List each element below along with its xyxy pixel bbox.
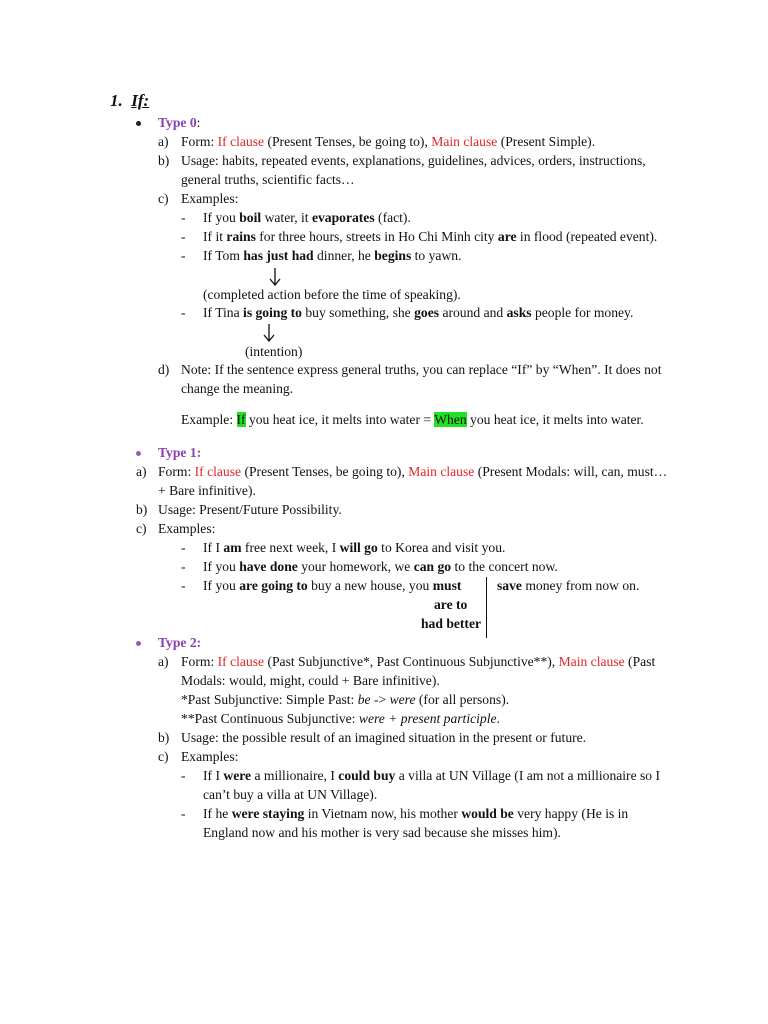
dash: - [181,768,186,783]
highlight-if: If [236,412,246,427]
type0-usage-letter: b) [158,153,170,168]
type2-usage-letter: b) [158,730,170,745]
dash: - [181,305,186,320]
dash: - [181,540,186,555]
type0-example-3-note: (completed action before the time of speaking). [203,287,461,302]
type0-examples-label: Examples: [181,191,239,206]
type2-examples-label: Examples: [181,749,239,764]
type0-usage-line1: Usage: habits, repeated events, explanations, guidelines, advices, orders, instructions, [181,153,646,168]
type2-example-1-line2: can’t buy a villa at UN Village). [203,787,378,802]
type1-examples-label: Examples: [158,521,216,536]
down-arrow-icon [268,267,282,287]
type1-form-line: Form: If clause (Present Tenses, be going to), Main clause (Present Modals: will, can, must… [158,464,668,479]
dash: - [181,578,186,593]
type1-alt-are-to: are to [434,597,468,612]
bullet-type1 [136,451,141,456]
alternatives-bracket [486,577,487,638]
main-clause-label: Main clause [431,134,498,149]
type2-example-2: If he were staying in Vietnam now, his mother would be very happy (He is in [203,806,629,821]
type1-label: Type 1: [158,445,202,460]
bullet-type0 [136,121,141,126]
type1-example-2: If you have done your homework, we can go to the concert now. [203,559,558,574]
type2-example-2-line2: England now and his mother is very sad because she misses him). [203,825,561,840]
type1-examples-letter: c) [136,521,147,536]
main-clause-label: Main clause [408,464,475,479]
type2-past-subjunctive: *Past Subjunctive: Simple Past: be -> were (for all persons). [181,692,510,707]
type0-example-2: If it rains for three hours, streets in Ho Chi Minh city are in flood (repeated event). [203,229,658,244]
type0-usage-line2: general truths, scientific facts… [181,172,355,187]
type0-note-line1: Note: If the sentence express general truths, you can replace “If” by “When”. It does not [181,362,662,377]
bullet-type2 [136,641,141,646]
type2-past-continuous-subjunctive: **Past Continuous Subjunctive: were + present participle. [181,711,500,726]
dash: - [181,210,186,225]
main-clause-label: Main clause [558,654,625,669]
type0-form-line: Form: If clause (Present Tenses, be going to), Main clause (Present Simple). [181,134,596,149]
highlight-when: When [434,412,467,427]
heading-number: 1. [110,91,123,110]
type2-label: Type 2: [158,635,202,650]
type1-example-3-end: save money from now on. [497,578,640,593]
type2-form-letter: a) [158,654,169,669]
dash: - [181,806,186,821]
type2-example-1: If I were a millionaire, I could buy a villa at UN Village (I am not a millionaire so I [203,768,661,783]
type0-examples-letter: c) [158,191,169,206]
type1-example-1: If I am free next week, I will go to Korea and visit you. [203,540,506,555]
type2-form-line: Form: If clause (Past Subjunctive*, Past Continuous Subjunctive**), Main clause (Past [181,654,656,669]
type1-example-3: If you are going to buy a new house, you must [203,578,462,593]
if-clause-label: If clause [217,654,265,669]
if-clause-label: If clause [194,464,242,479]
type0-note-letter: d) [158,362,170,377]
type0-heading: Type 0: [158,115,201,130]
dash: - [181,559,186,574]
section-heading [110,92,149,110]
type0-label: Type 0 [158,115,197,130]
type0-example-3: If Tom has just had dinner, he begins to yawn. [203,248,462,263]
heading-title: If: [131,91,150,110]
type0-example-4-note: (intention) [245,344,303,359]
type2-form-line2: Modals: would, might, could + Bare infinitive). [181,673,440,688]
dash: - [181,229,186,244]
type2-usage: Usage: the possible result of an imagined situation in the present or future. [181,730,587,745]
if-clause-label: If clause [217,134,265,149]
type0-example-1: If you boil water, it evaporates (fact). [203,210,411,225]
dash: - [181,248,186,263]
type1-alt-had-better: had better [421,616,482,631]
type1-form-letter: a) [136,464,147,479]
type0-form-letter: a) [158,134,169,149]
type1-usage: Usage: Present/Future Possibility. [158,502,342,517]
down-arrow-icon [262,323,276,343]
type1-usage-letter: b) [136,502,148,517]
type1-form-line2: + Bare infinitive). [158,483,256,498]
type0-note-example: Example: If you heat ice, it melts into water = When you heat ice, it melts into water. [181,412,644,427]
type2-examples-letter: c) [158,749,169,764]
type0-note-line2: change the meaning. [181,381,294,396]
type0-example-4: If Tina is going to buy something, she goes around and asks people for money. [203,305,634,320]
